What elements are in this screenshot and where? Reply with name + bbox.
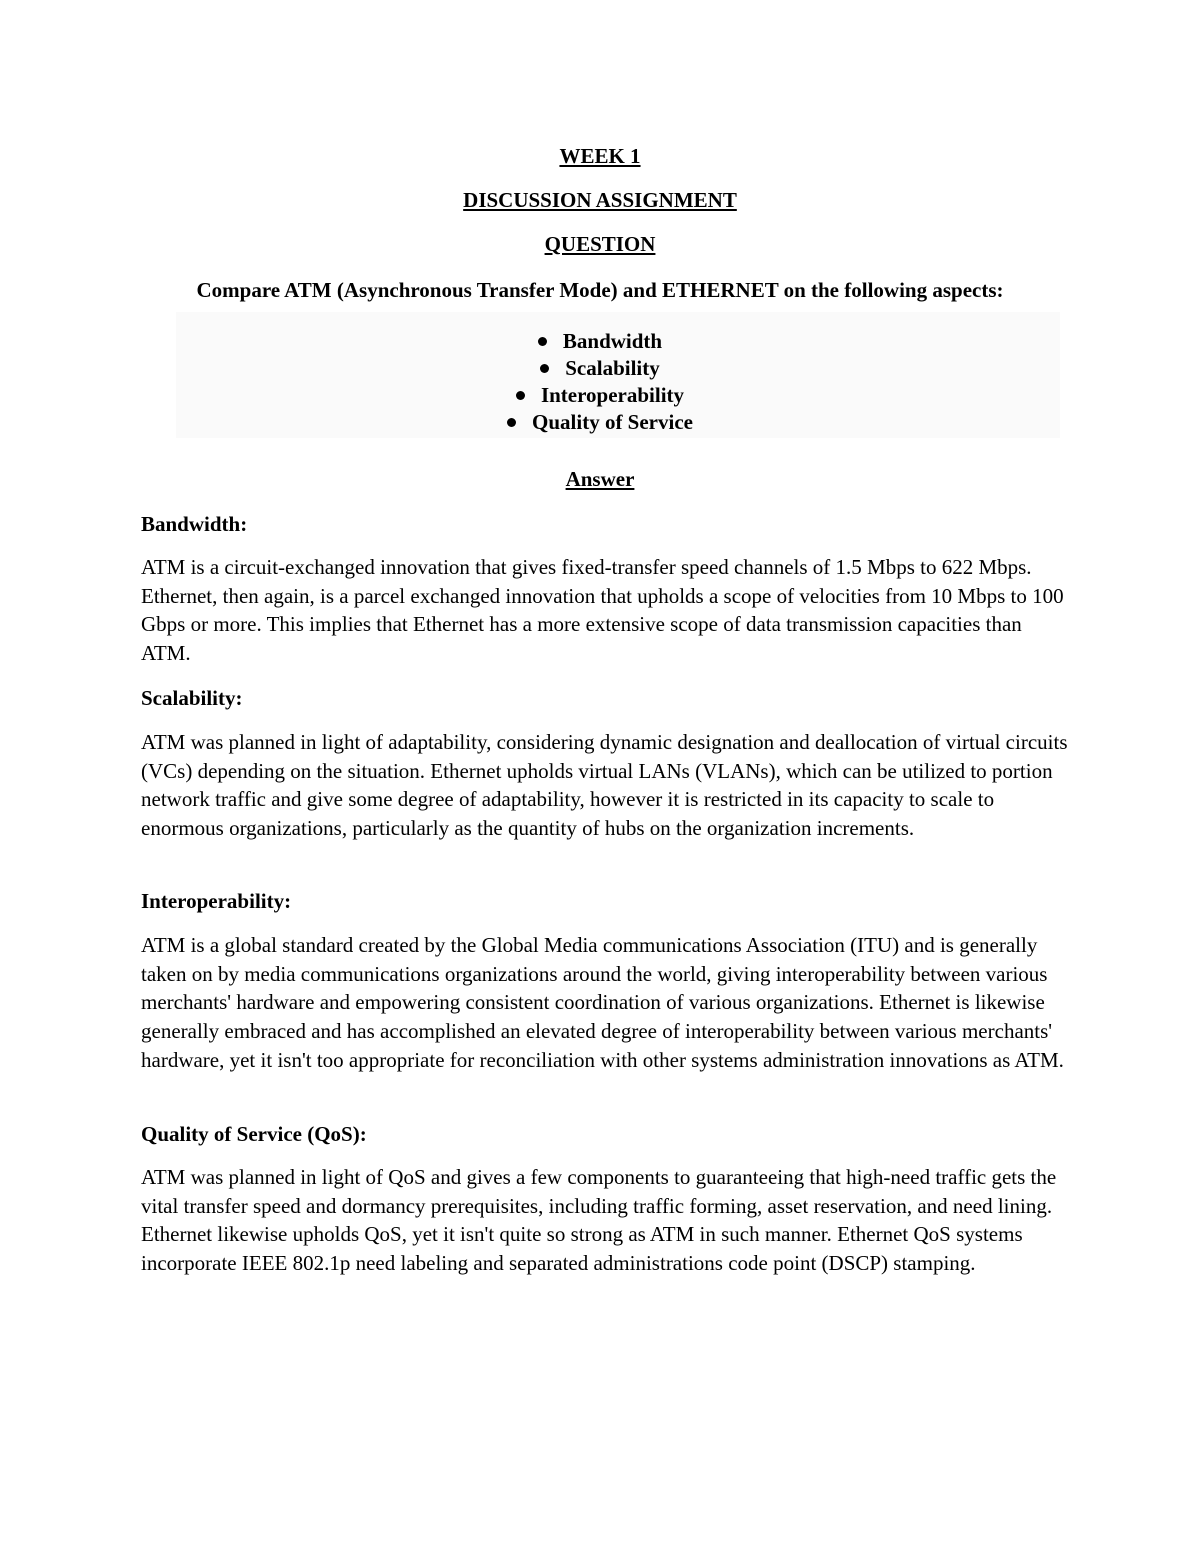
- section-heading-interoperability: Interoperability:: [141, 889, 292, 913]
- answer-label: Answer: [565, 467, 635, 491]
- bullet-icon: [507, 418, 516, 427]
- aspect-label: Quality of Service: [532, 410, 693, 434]
- bullet-icon: [540, 364, 549, 373]
- aspect-item-interoperability: [0, 382, 1200, 409]
- question-text: Compare ATM (Asynchronous Transfer Mode) and ETHERNET on the following aspects:: [196, 278, 1004, 302]
- section-heading-scalability: Scalability:: [141, 686, 243, 710]
- assignment-title: DISCUSSION ASSIGNMENT: [463, 188, 737, 212]
- aspect-item-quality-of-service: [0, 409, 1200, 436]
- question-label: QUESTION: [544, 232, 656, 256]
- aspect-label: Scalability: [565, 356, 660, 380]
- aspect-label: Interoperability: [540, 383, 685, 407]
- aspect-item-scalability: [0, 355, 1200, 382]
- week-title: WEEK 1: [559, 144, 641, 168]
- aspect-list: [0, 328, 1200, 436]
- bullet-icon: [538, 337, 547, 346]
- bullet-icon: [516, 391, 525, 400]
- section-body-scalability: ATM was planned in light of adaptability, considering dynamic designation and deallocation of virtual circuits (VCs) depending on the situation. Ethernet upholds virtual LANs (VLANs), which can be utilized to portion network traffic and give some degree of adaptability, however it is restricted in its capacity to scale to enormous organizations, particularly as the quantity of hubs on the organization increments.: [141, 730, 1068, 841]
- section-heading-bandwidth: Bandwidth:: [141, 512, 248, 536]
- aspect-item-bandwidth: [0, 328, 1200, 355]
- section-body-quality-of-service: ATM was planned in light of QoS and gives a few components to guaranteeing that high-need traffic gets the vital transfer speed and dormancy prerequisites, including traffic forming, asset reservation, and need lining. Ethernet likewise upholds QoS, yet it isn't quite so strong as ATM in such manner. Ethernet QoS systems incorporate IEEE 802.1p need labeling and separated administrations code point (DSCP) stamping.: [141, 1165, 1057, 1276]
- section-body-interoperability: ATM is a global standard created by the Global Media communications Association (ITU) and is generally taken on by media communications organizations around the world, giving interoperability between various merchants' hardware and empowering consistent coordination of various organizations. Ethernet is likewise generally embraced and has accomplished an elevated degree of interoperability between various merchants' hardware, yet it isn't too appropriate for reconciliation with other systems administration innovations as ATM.: [141, 933, 1064, 1072]
- section-body-bandwidth: ATM is a circuit-exchanged innovation that gives fixed-transfer speed channels of 1.5 Mbps to 622 Mbps. Ethernet, then again, is a parcel exchanged innovation that upholds a scope of velocities from 10 Mbps to 100 Gbps or more. This implies that Ethernet has a more extensive scope of data transmission capacities than ATM.: [141, 555, 1064, 666]
- section-heading-quality-of-service: Quality of Service (QoS):: [141, 1122, 367, 1146]
- aspect-label: Bandwidth: [562, 329, 663, 353]
